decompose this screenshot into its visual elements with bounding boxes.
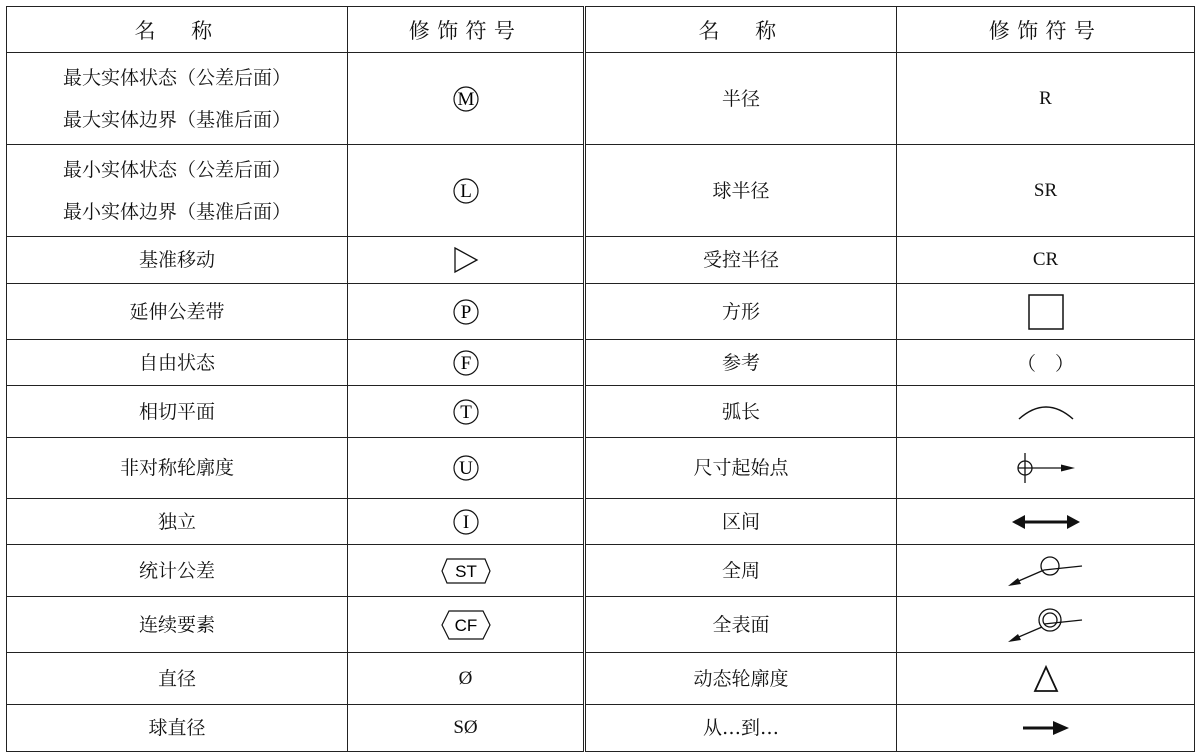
- svg-text:T: T: [459, 401, 472, 423]
- table-row: [7, 145, 1195, 237]
- all-around-icon: [1006, 553, 1086, 589]
- symbol-cell-right: CR: [897, 237, 1195, 284]
- name-cell-left: 球直径: [7, 705, 348, 752]
- header-symbol-right: 修饰符号: [897, 7, 1195, 53]
- symbol-cell-right: [897, 705, 1195, 752]
- name-cell-left: 统计公差: [7, 545, 348, 597]
- name-cell-left: 基准移动: [7, 237, 348, 284]
- name-line: 最小实体边界（基准后面）: [62, 200, 291, 223]
- symbol-cell-left: SØ: [348, 705, 585, 752]
- symbol-cell-right: [897, 545, 1195, 597]
- name-cell-right: 受控半径: [585, 237, 897, 284]
- name-cell-right: 从…到…: [585, 705, 897, 752]
- symbol-cell-right: [897, 653, 1195, 705]
- svg-text:L: L: [459, 180, 472, 202]
- symbol-cell-left: [348, 386, 585, 438]
- table-row: [7, 545, 1195, 597]
- table-row: [7, 597, 1195, 653]
- name-cell-left: [7, 145, 348, 237]
- table-row: [7, 386, 1195, 438]
- name-cell-right: 弧长: [585, 386, 897, 438]
- name-cell-right: 参考: [585, 340, 897, 386]
- table-row: [7, 284, 1195, 340]
- svg-text:P: P: [460, 301, 471, 323]
- circled-I-icon: [451, 507, 481, 537]
- symbol-cell-right: R: [897, 53, 1195, 145]
- symbol-cell-left: [348, 499, 585, 545]
- name-cell-left: 连续要素: [7, 597, 348, 653]
- table-row: [7, 438, 1195, 499]
- table-row: [7, 340, 1195, 386]
- table-row: [7, 499, 1195, 545]
- circled-U-icon: [451, 453, 481, 483]
- svg-text:CF: CF: [454, 615, 477, 635]
- name-cell-right: 动态轮廓度: [585, 653, 897, 705]
- circled-P-icon: [451, 297, 481, 327]
- name-cell-left: 独立: [7, 499, 348, 545]
- table-row: [7, 705, 1195, 752]
- svg-text:M: M: [457, 88, 474, 110]
- header-name-right: 名 称: [585, 7, 897, 53]
- symbol-cell-left: [348, 237, 585, 284]
- name-cell-right: 球半径: [585, 145, 897, 237]
- hexagon-ST-icon: [440, 556, 492, 586]
- symbol-cell-left: Ø: [348, 653, 585, 705]
- name-cell-left: 相切平面: [7, 386, 348, 438]
- double-arrow-icon: [1011, 512, 1081, 532]
- name-cell-right: 半径: [585, 53, 897, 145]
- name-line: 最小实体状态（公差后面）: [62, 158, 291, 181]
- symbol-cell-right: [897, 386, 1195, 438]
- name-cell-right: 区间: [585, 499, 897, 545]
- name-cell-left: 延伸公差带: [7, 284, 348, 340]
- symbol-cell-left: [348, 53, 585, 145]
- header-symbol-left: 修饰符号: [348, 7, 585, 53]
- table-header-row: [7, 7, 1195, 53]
- name-cell-left: 非对称轮廓度: [7, 438, 348, 499]
- dimension-origin-icon: [1015, 451, 1077, 485]
- name-cell-left: 自由状态: [7, 340, 348, 386]
- symbol-cell-left: [348, 340, 585, 386]
- name-cell-right: 尺寸起始点: [585, 438, 897, 499]
- circled-F-icon: [451, 348, 481, 378]
- table-row: [7, 653, 1195, 705]
- name-line: 最大实体边界（基准后面）: [62, 108, 291, 131]
- symbol-cell-right: [897, 597, 1195, 653]
- svg-text:U: U: [458, 458, 473, 479]
- symbol-cell-right: [897, 284, 1195, 340]
- circled-T-icon: [451, 397, 481, 427]
- circled-L-icon: [451, 176, 481, 206]
- symbol-cell-left: [348, 284, 585, 340]
- table-row: [7, 237, 1195, 284]
- name-cell-right: 全表面: [585, 597, 897, 653]
- symbol-cell-left: [348, 145, 585, 237]
- svg-text:ST: ST: [454, 561, 477, 581]
- symbol-cell-right: SR: [897, 145, 1195, 237]
- arc-icon: [1016, 401, 1076, 423]
- triangle-up-icon: [1033, 665, 1059, 693]
- name-line: 最大实体状态（公差后面）: [62, 66, 291, 89]
- table-row: [7, 53, 1195, 145]
- triangle-right-icon: [451, 245, 481, 275]
- symbol-table-container: [6, 6, 1194, 752]
- symbol-cell-left: [348, 438, 585, 499]
- symbol-cell-left: [348, 545, 585, 597]
- hexagon-CF-icon: [440, 608, 492, 642]
- svg-text:F: F: [460, 352, 471, 374]
- all-over-icon: [1006, 605, 1086, 645]
- modifier-symbol-table: [6, 6, 1195, 752]
- symbol-cell-right: [897, 499, 1195, 545]
- name-cell-left: [7, 53, 348, 145]
- header-name-left: 名 称: [7, 7, 348, 53]
- symbol-cell-right: （ ）: [897, 340, 1195, 386]
- name-cell-right: 方形: [585, 284, 897, 340]
- symbol-cell-left: [348, 597, 585, 653]
- symbol-cell-right: [897, 438, 1195, 499]
- name-cell-right: 全周: [585, 545, 897, 597]
- svg-text:I: I: [462, 511, 469, 533]
- name-cell-left: 直径: [7, 653, 348, 705]
- square-icon: [1028, 294, 1064, 330]
- right-arrow-icon: [1021, 718, 1071, 738]
- circled-M-icon: [451, 84, 481, 114]
